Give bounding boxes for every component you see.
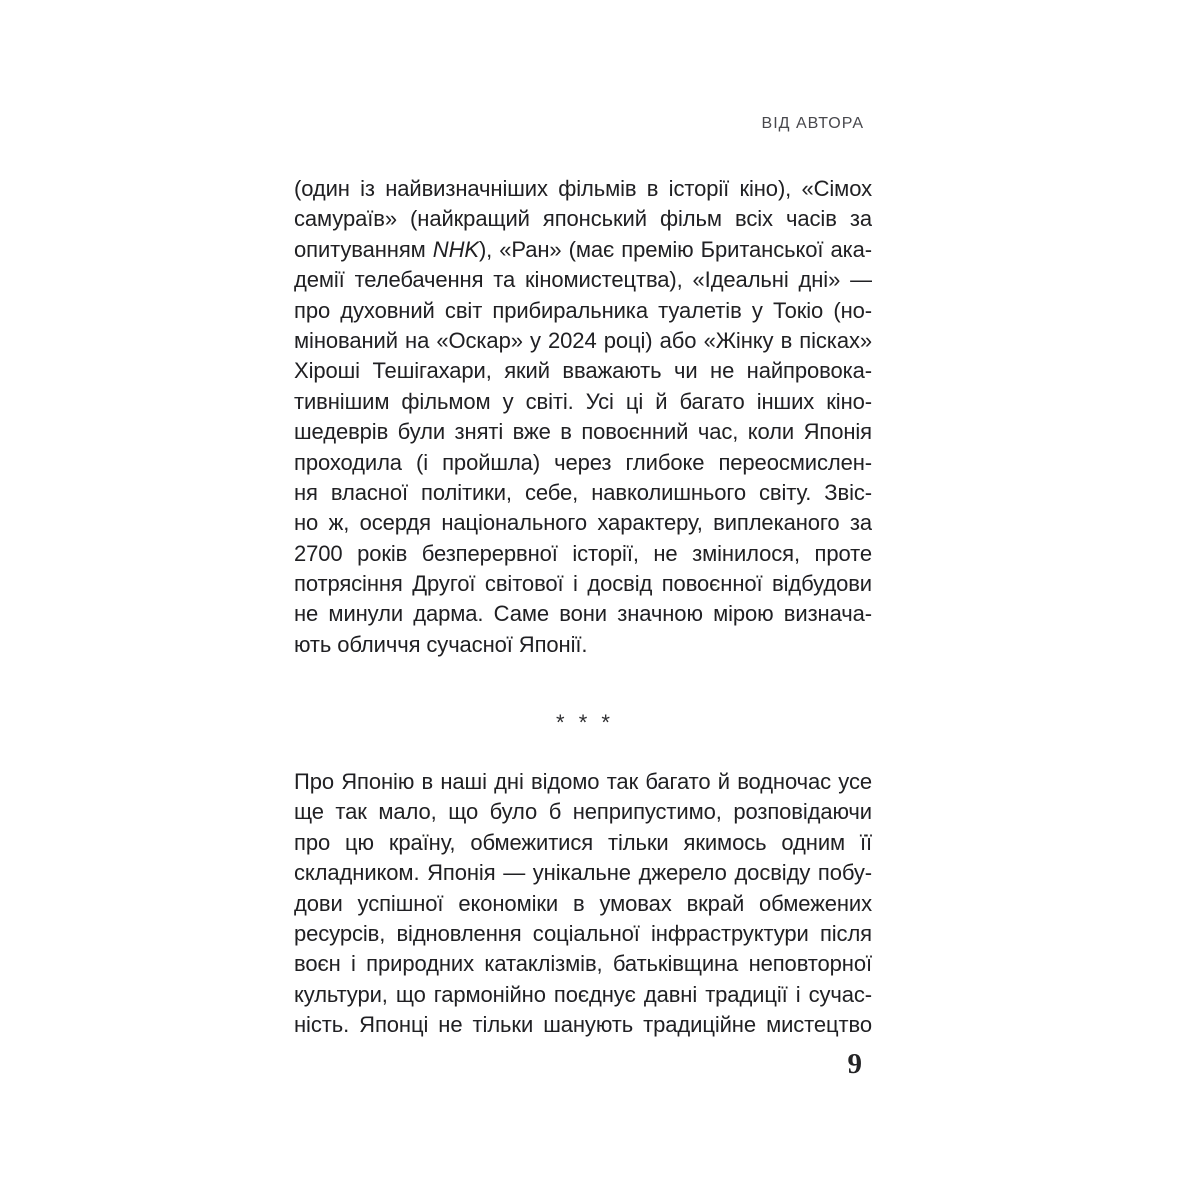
text-line: потрясіння Другої світової і досвід повоєнної відбудови bbox=[294, 571, 872, 597]
text-segment-italic-nhk: NHK bbox=[432, 236, 479, 262]
page-number: 9 bbox=[847, 1048, 862, 1080]
text-line: не минули дарма. Саме вони значною мірою визнача- bbox=[294, 601, 872, 627]
text-line: проходила (і пройшла) через глибоке переосмислен- bbox=[294, 449, 872, 475]
text-line: про духовний світ прибиральника туалетів у Токіо (но- bbox=[294, 297, 872, 323]
text-line: ресурсів, відновлення соціальної інфраструктури після bbox=[294, 920, 872, 946]
text-line: воєн і природних катаклізмів, батьківщина неповторної bbox=[294, 951, 872, 977]
text-line: культури, що гармонійно поєднує давні традиції і сучас- bbox=[294, 981, 872, 1007]
text-line: мінований на «Оскар» у 2024 році) або «Жінку в пісках» bbox=[294, 327, 872, 353]
text-line: ють обличчя сучасної Японії. bbox=[294, 631, 588, 657]
text-line: тивнішим фільмом у світі. Усі ці й багато інших кіно- bbox=[294, 388, 872, 414]
text-line: шедеврів були зняті вже в повоєнний час, коли Японія bbox=[294, 419, 872, 445]
text-line: Про Японію в наші дні відомо так багато й водночас усе bbox=[294, 769, 872, 794]
text-line: про цю країну, обмежитися тільки якимось одним її bbox=[294, 829, 872, 855]
text-line: но ж, осердя національного характеру, виплеканого за bbox=[294, 510, 872, 536]
running-head: ВІД АВТОРА bbox=[761, 115, 864, 132]
text-line: ще так мало, що було б неприпустимо, розповідаючи bbox=[294, 799, 872, 825]
text-line: Хіроші Тешігахари, який вважають чи не найпровока- bbox=[294, 358, 872, 384]
text-line: дови успішної економіки в умовах вкрай обмежених bbox=[294, 890, 872, 916]
text-line: ність. Японці не тільки шанують традиційне мистецтво bbox=[294, 1012, 872, 1038]
text-line: 2700 років безперервної історії, не змінилося, проте bbox=[294, 540, 872, 566]
paragraph-continuation bbox=[294, 174, 872, 660]
text-line: демії телебачення та кіномистецтва), «Ідеальні дні» — bbox=[294, 267, 872, 293]
text-line: складником. Японія — унікальне джерело досвіду побу- bbox=[294, 860, 872, 886]
text-line: ня власної політики, себе, навколишнього світу. Звіс- bbox=[294, 479, 872, 505]
section-divider-asterisks: * * * bbox=[556, 710, 610, 735]
text-line bbox=[294, 235, 872, 265]
text-line: (один із найвизначніших фільмів в історії кіно), «Сімох bbox=[294, 176, 872, 201]
paragraph-about-japan bbox=[294, 767, 872, 1041]
text-segment: ), «Ран» (має премію Британської ака- bbox=[478, 236, 872, 262]
text-line: самураїв» (найкращий японський фільм всіх часів за bbox=[294, 206, 872, 232]
text-segment: опитуванням bbox=[294, 236, 433, 262]
